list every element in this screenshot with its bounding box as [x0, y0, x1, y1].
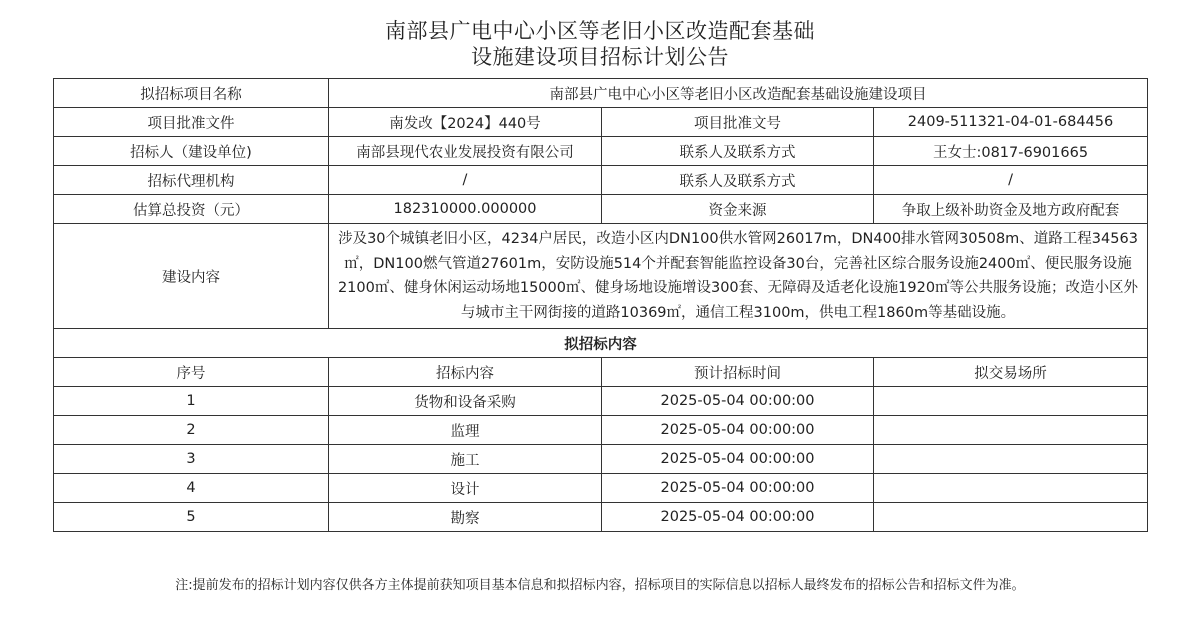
page-title — [0, 18, 1200, 70]
row-project-name — [54, 79, 1148, 108]
row-section-title — [54, 329, 1148, 358]
row-content: 监理 — [329, 416, 602, 445]
investment-label: 估算总投资（元） — [54, 195, 329, 224]
row-venue — [874, 445, 1148, 474]
row-venue — [874, 474, 1148, 503]
row-time: 2025-05-04 00:00:00 — [602, 445, 874, 474]
row-time: 2025-05-04 00:00:00 — [602, 503, 874, 532]
construction-value: 涉及30个城镇老旧小区，4234户居民，改造小区内DN100供水管网26017m，DN400排水管网30508m、道路工程34563㎡，DN100燃气管道27601m，安防设施514个并配套智能监控设备30台，完善社区综合服务设施2400㎡、便民服务设施2100㎡、健身休闲运动场地15000㎡、健身场地设施增设300套、无障碍及适老化设施1920㎡等公共服务设施；改造小区外与城市主干网街接的道路10369㎡，通信工程3100m，供电工程1860m等基础设施。 — [329, 224, 1148, 329]
row-content: 货物和设备采购 — [329, 387, 602, 416]
fund-source-label: 资金来源 — [602, 195, 874, 224]
agency-label: 招标代理机构 — [54, 166, 329, 195]
row-time: 2025-05-04 00:00:00 — [602, 416, 874, 445]
table-row — [54, 416, 1148, 445]
row-content: 施工 — [329, 445, 602, 474]
row-tenderer — [54, 137, 1148, 166]
approval-doc-label: 项目批准文件 — [54, 108, 329, 137]
footnote: 注:提前发布的招标计划内容仅供各方主体提前获知项目基本信息和拟招标内容，招标项目的实际信息以招标人最终发布的招标公告和招标文件为准。 — [175, 578, 1025, 593]
row-approval — [54, 108, 1148, 137]
row-no: 5 — [54, 503, 329, 532]
approval-doc-value: 南发改【2024】440号 — [329, 108, 602, 137]
tenderer-value: 南部县现代农业发展投资有限公司 — [329, 137, 602, 166]
table-row — [54, 503, 1148, 532]
contact-1-label: 联系人及联系方式 — [602, 137, 874, 166]
row-no: 4 — [54, 474, 329, 503]
table-row — [54, 387, 1148, 416]
row-no: 2 — [54, 416, 329, 445]
contact-2-label: 联系人及联系方式 — [602, 166, 874, 195]
tender-plan-table — [53, 78, 1148, 532]
row-construction — [54, 224, 1148, 329]
column-header-venue: 拟交易场所 — [874, 358, 1148, 387]
row-time: 2025-05-04 00:00:00 — [602, 387, 874, 416]
approval-no-value: 2409-511321-04-01-684456 — [874, 108, 1148, 137]
row-venue — [874, 416, 1148, 445]
table-row — [54, 445, 1148, 474]
contact-2-value: / — [874, 166, 1148, 195]
construction-label: 建设内容 — [54, 224, 329, 329]
column-header-time: 预计招标时间 — [602, 358, 874, 387]
column-header-content: 招标内容 — [329, 358, 602, 387]
investment-value: 182310000.000000 — [329, 195, 602, 224]
column-header-no: 序号 — [54, 358, 329, 387]
table-header-row — [54, 358, 1148, 387]
row-venue — [874, 387, 1148, 416]
approval-no-label: 项目批准文号 — [602, 108, 874, 137]
contact-1-value: 王女士:0817-6901665 — [874, 137, 1148, 166]
table-row — [54, 474, 1148, 503]
title-line-2: 设施建设项目招标计划公告 — [471, 45, 729, 69]
row-no: 3 — [54, 445, 329, 474]
project-name-label: 拟招标项目名称 — [54, 79, 329, 108]
title-line-1: 南部县广电中心小区等老旧小区改造配套基础 — [385, 19, 815, 43]
project-name-value: 南部县广电中心小区等老旧小区改造配套基础设施建设项目 — [329, 79, 1148, 108]
row-agency — [54, 166, 1148, 195]
row-content: 设计 — [329, 474, 602, 503]
row-time: 2025-05-04 00:00:00 — [602, 474, 874, 503]
row-investment — [54, 195, 1148, 224]
row-content: 勘察 — [329, 503, 602, 532]
agency-value: / — [329, 166, 602, 195]
tenderer-label: 招标人（建设单位) — [54, 137, 329, 166]
fund-source-value: 争取上级补助资金及地方政府配套 — [874, 195, 1148, 224]
row-venue — [874, 503, 1148, 532]
section-title: 拟招标内容 — [54, 329, 1148, 358]
row-no: 1 — [54, 387, 329, 416]
